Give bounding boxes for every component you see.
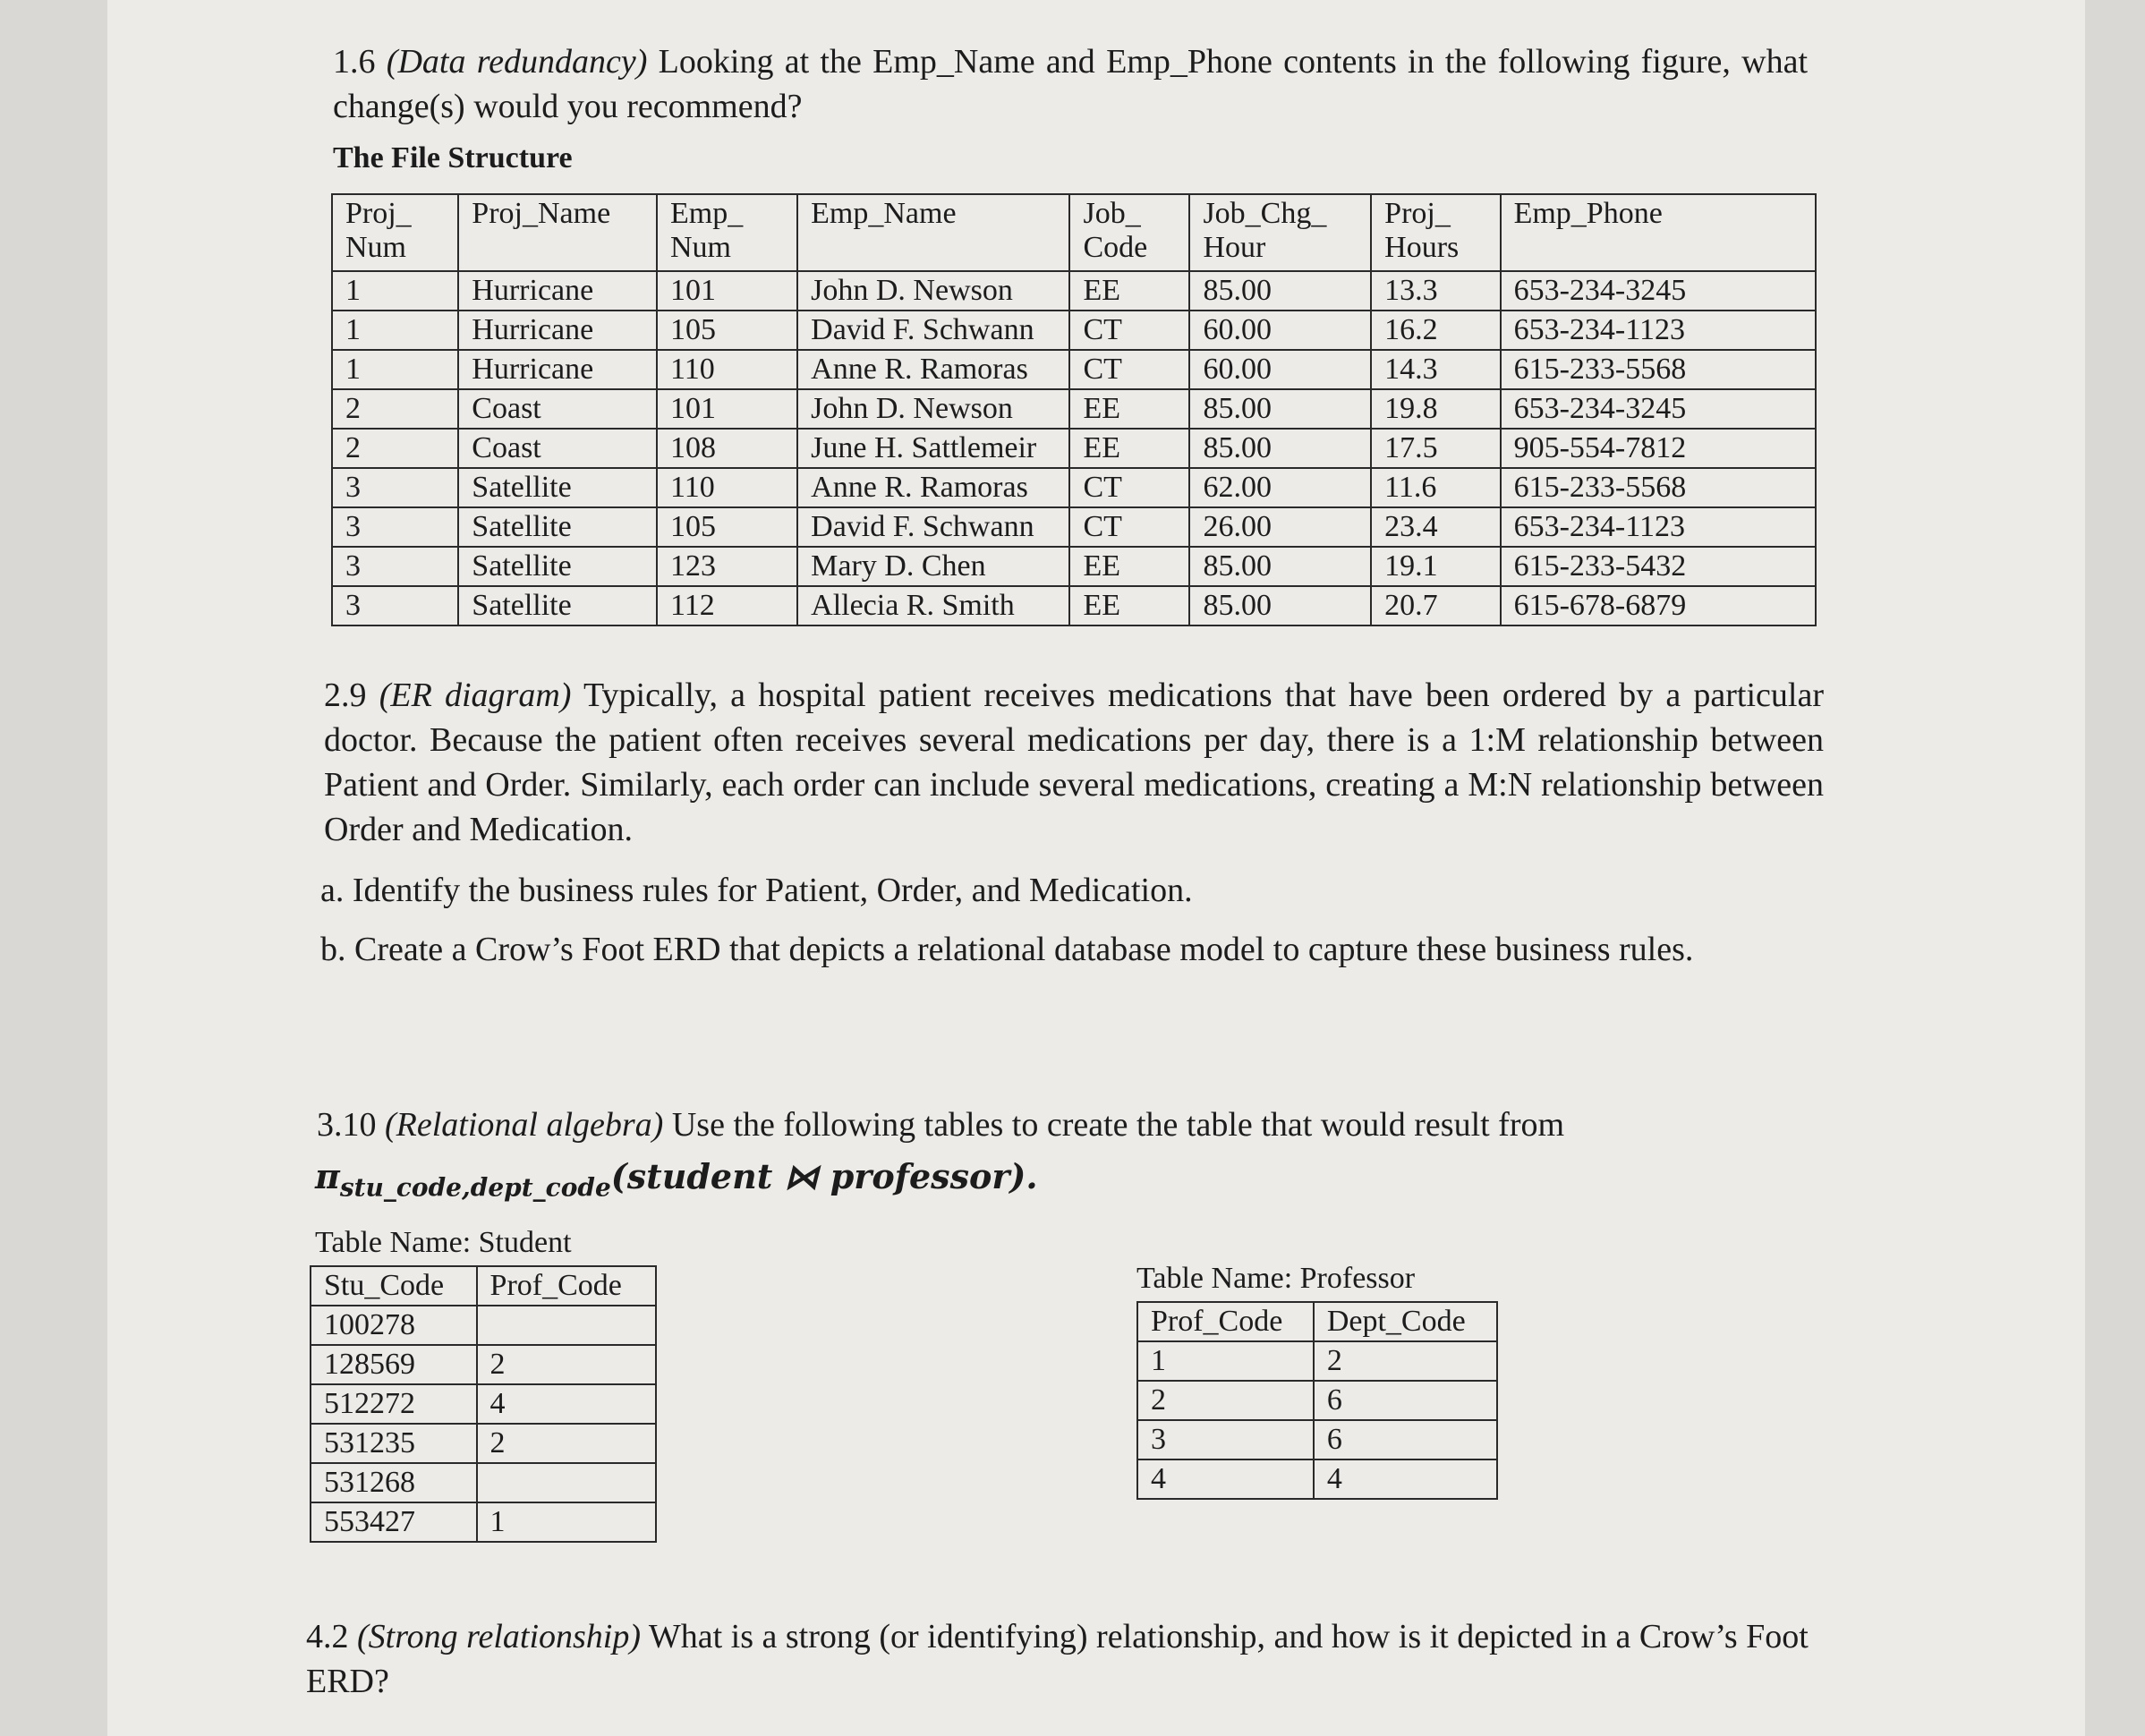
file-table-cell: Coast	[458, 429, 657, 468]
file-table-cell: CT	[1069, 350, 1189, 389]
file-table-cell: Satellite	[458, 507, 657, 547]
file-table-cell: 101	[657, 389, 797, 429]
q29-part-a: a. Identify the business rules for Patient, Order, and Medication.	[320, 872, 1193, 909]
formula-pi: π	[315, 1156, 340, 1196]
q310-title: (Relational algebra)	[385, 1106, 664, 1144]
q29-number: 2.9	[324, 677, 367, 714]
file-table-cell: John D. Newson	[797, 271, 1069, 311]
q29-text: Typically, a hospital patient receives medications that have been ordered by a particular doctor. Because the patient often receives several medications per day, there is a 1:M relationship between Patient and Order. Similarly, each order can include several medications, creating a M:N relationship between Order and Medication.	[324, 677, 1824, 848]
file-table-row	[332, 271, 1816, 311]
file-table-cell: John D. Newson	[797, 389, 1069, 429]
file-table-cell: 108	[657, 429, 797, 468]
file-table-cell: 20.7	[1371, 586, 1500, 625]
figure-label: The File Structure	[333, 141, 573, 174]
file-table-cell: 85.00	[1189, 271, 1371, 311]
file-table-cell: 112	[657, 586, 797, 625]
file-table-cell: EE	[1069, 271, 1189, 311]
file-table-cell: Satellite	[458, 547, 657, 586]
file-table-cell: 105	[657, 507, 797, 547]
file-table-cell: CT	[1069, 507, 1189, 547]
file-table-cell: 615-678-6879	[1501, 586, 1816, 625]
q42-title: (Strong relationship)	[357, 1618, 642, 1655]
file-table-cell: 653-234-1123	[1501, 311, 1816, 350]
student-table-cell	[477, 1306, 656, 1345]
professor-table-cell: 3	[1137, 1420, 1314, 1459]
student-table	[310, 1265, 657, 1543]
file-table-cell: 3	[332, 507, 458, 547]
student-table-cell: 2	[477, 1424, 656, 1463]
formula-body: (student ⋈ professor).	[610, 1156, 1038, 1196]
professor-table-row	[1137, 1341, 1497, 1381]
student-table-cell: 531235	[311, 1424, 477, 1463]
student-table-header-cell: Stu_Code	[311, 1266, 477, 1306]
question-1-6	[333, 39, 1808, 129]
professor-table-row	[1137, 1459, 1497, 1499]
q16-title: (Data redundancy)	[386, 43, 648, 81]
file-table-cell: EE	[1069, 586, 1189, 625]
student-table-row	[311, 1345, 656, 1384]
file-table-cell: 1	[332, 271, 458, 311]
file-table-header-cell: Emp_Phone	[1501, 194, 1816, 271]
q42-number: 4.2	[306, 1618, 349, 1655]
student-table-row	[311, 1502, 656, 1542]
file-table-cell: 85.00	[1189, 586, 1371, 625]
file-table-cell: 110	[657, 350, 797, 389]
file-table-cell: 16.2	[1371, 311, 1500, 350]
question-2-9	[324, 673, 1824, 852]
file-table-cell: Mary D. Chen	[797, 547, 1069, 586]
file-table-cell: June H. Sattlemeir	[797, 429, 1069, 468]
file-table-row	[332, 350, 1816, 389]
q310-text: Use the following tables to create the table that would result from	[671, 1106, 1565, 1144]
file-table-cell: 85.00	[1189, 389, 1371, 429]
file-table-cell: 1	[332, 311, 458, 350]
file-table-cell: 26.00	[1189, 507, 1371, 547]
table-header-row	[332, 194, 1816, 271]
file-structure-table	[331, 193, 1817, 626]
professor-header-row	[1137, 1302, 1497, 1341]
student-table-row	[311, 1424, 656, 1463]
relational-algebra-formula	[315, 1154, 1038, 1211]
file-table-cell: 615-233-5568	[1501, 350, 1816, 389]
file-table-cell: Hurricane	[458, 311, 657, 350]
q29-title: (ER diagram)	[379, 677, 572, 714]
file-table-cell: Hurricane	[458, 271, 657, 311]
student-table-cell: 100278	[311, 1306, 477, 1345]
file-table-cell: Allecia R. Smith	[797, 586, 1069, 625]
q16-number: 1.6	[333, 43, 376, 81]
professor-table-cell: 6	[1314, 1420, 1497, 1459]
file-table-cell: David F. Schwann	[797, 311, 1069, 350]
professor-table-cell: 2	[1137, 1381, 1314, 1420]
file-table-row	[332, 389, 1816, 429]
file-table-cell: 14.3	[1371, 350, 1500, 389]
professor-table-cell: 6	[1314, 1381, 1497, 1420]
student-table-cell: 2	[477, 1345, 656, 1384]
file-table-cell: 653-234-1123	[1501, 507, 1816, 547]
file-table-cell: 615-233-5568	[1501, 468, 1816, 507]
file-table-cell: 13.3	[1371, 271, 1500, 311]
file-table-cell: Anne R. Ramoras	[797, 350, 1069, 389]
student-table-row	[311, 1384, 656, 1424]
student-table-cell: 553427	[311, 1502, 477, 1542]
file-table-cell: 85.00	[1189, 547, 1371, 586]
student-table-cell: 512272	[311, 1384, 477, 1424]
file-table-cell: David F. Schwann	[797, 507, 1069, 547]
file-table-cell: 85.00	[1189, 429, 1371, 468]
file-table-cell: 23.4	[1371, 507, 1500, 547]
question-4-2	[306, 1614, 1863, 1704]
file-table-cell: EE	[1069, 389, 1189, 429]
file-table-cell: 60.00	[1189, 311, 1371, 350]
file-table-cell: 653-234-3245	[1501, 389, 1816, 429]
student-table-cell: 4	[477, 1384, 656, 1424]
file-table-cell: 1	[332, 350, 458, 389]
file-table-cell: 123	[657, 547, 797, 586]
file-table-cell: Hurricane	[458, 350, 657, 389]
file-table-row	[332, 429, 1816, 468]
file-table-cell: CT	[1069, 311, 1189, 350]
file-table-cell: 17.5	[1371, 429, 1500, 468]
file-table-cell: 3	[332, 586, 458, 625]
q310-number: 3.10	[317, 1106, 377, 1144]
student-table-header-cell: Prof_Code	[477, 1266, 656, 1306]
q29-part-b: b. Create a Crow’s Foot ERD that depicts a relational database model to capture these business rules.	[320, 931, 1694, 968]
file-table-header-cell: Proj_ Num	[332, 194, 458, 271]
student-table-label: Table Name: Student	[315, 1226, 572, 1259]
file-table-cell: EE	[1069, 547, 1189, 586]
professor-table-header-cell: Dept_Code	[1314, 1302, 1497, 1341]
professor-table-cell: 4	[1137, 1459, 1314, 1499]
file-table-header-cell: Emp_Name	[797, 194, 1069, 271]
file-table-cell: 2	[332, 429, 458, 468]
student-table-cell	[477, 1463, 656, 1502]
file-table-cell: 11.6	[1371, 468, 1500, 507]
file-table-cell: Satellite	[458, 468, 657, 507]
file-table-row	[332, 311, 1816, 350]
file-table-cell: 62.00	[1189, 468, 1371, 507]
file-table-cell: CT	[1069, 468, 1189, 507]
professor-table-row	[1137, 1420, 1497, 1459]
file-table-header-cell: Proj_ Hours	[1371, 194, 1500, 271]
file-table-row	[332, 547, 1816, 586]
question-3-10	[317, 1102, 1831, 1147]
file-table-cell: 19.8	[1371, 389, 1500, 429]
file-table-cell: 615-233-5432	[1501, 547, 1816, 586]
file-table-cell: 653-234-3245	[1501, 271, 1816, 311]
file-table-cell: 110	[657, 468, 797, 507]
professor-table-cell: 1	[1137, 1341, 1314, 1381]
professor-table-label: Table Name: Professor	[1136, 1262, 1416, 1295]
file-table-header-cell: Job_ Code	[1069, 194, 1189, 271]
professor-table-header-cell: Prof_Code	[1137, 1302, 1314, 1341]
file-table-cell: EE	[1069, 429, 1189, 468]
professor-table-row	[1137, 1381, 1497, 1420]
file-table-row	[332, 507, 1816, 547]
file-table-cell: 105	[657, 311, 797, 350]
formula-subscript: stu_code,dept_code	[339, 1172, 611, 1203]
file-table-cell: 3	[332, 547, 458, 586]
file-table-cell: Anne R. Ramoras	[797, 468, 1069, 507]
file-table-cell: 19.1	[1371, 547, 1500, 586]
q42-text: What is a strong (or identifying) relationship, and how is it depicted in a Crow’s Foot ERD?	[306, 1618, 1809, 1700]
file-table-cell: 905-554-7812	[1501, 429, 1816, 468]
file-table-cell: 60.00	[1189, 350, 1371, 389]
student-table-cell: 128569	[311, 1345, 477, 1384]
student-table-row	[311, 1306, 656, 1345]
professor-table	[1136, 1301, 1498, 1500]
file-table-row	[332, 468, 1816, 507]
student-table-cell: 531268	[311, 1463, 477, 1502]
student-header-row	[311, 1266, 656, 1306]
file-table-header-cell: Proj_Name	[458, 194, 657, 271]
file-table-cell: Satellite	[458, 586, 657, 625]
professor-table-cell: 4	[1314, 1459, 1497, 1499]
file-table-cell: 2	[332, 389, 458, 429]
q16-text: Looking at the Emp_Name and Emp_Phone contents in the following figure, what change(s) would you recommend?	[333, 43, 1809, 125]
professor-table-cell: 2	[1314, 1341, 1497, 1381]
file-table-cell: 101	[657, 271, 797, 311]
student-table-row	[311, 1463, 656, 1502]
file-table-cell: 3	[332, 468, 458, 507]
file-table-header-cell: Job_Chg_ Hour	[1189, 194, 1371, 271]
file-table-header-cell: Emp_ Num	[657, 194, 797, 271]
file-table-row	[332, 586, 1816, 625]
file-table-cell: Coast	[458, 389, 657, 429]
student-table-cell: 1	[477, 1502, 656, 1542]
